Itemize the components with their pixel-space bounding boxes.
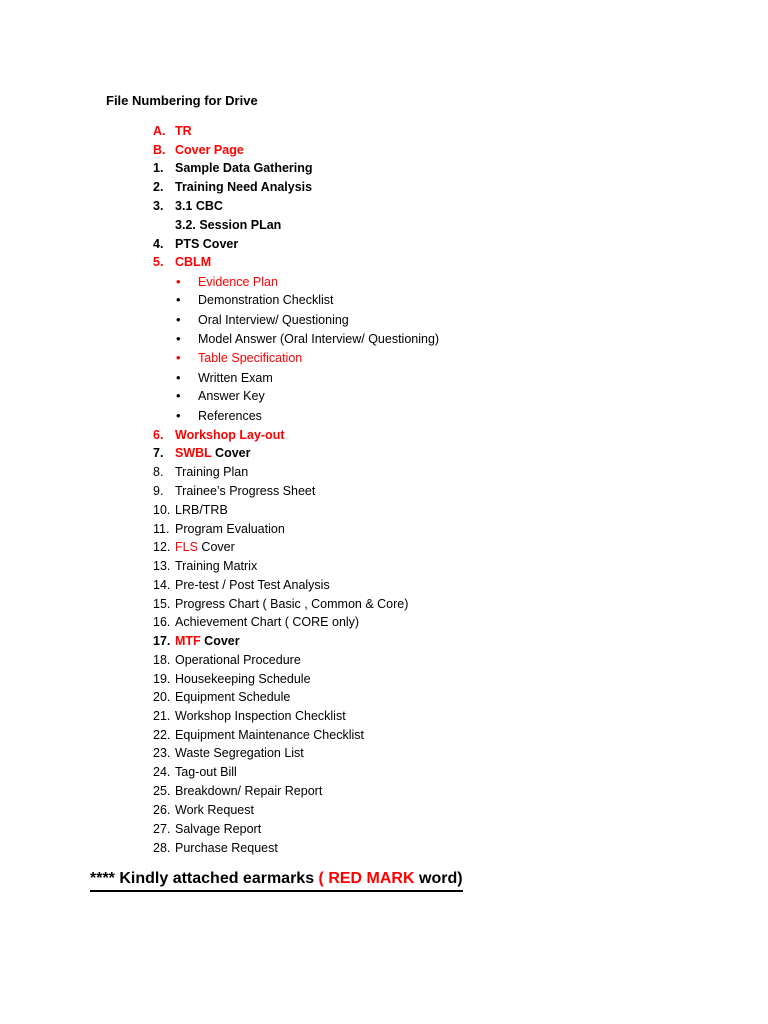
list-item <box>153 463 513 481</box>
list-marker: 13. <box>153 559 171 573</box>
bullet-item <box>176 330 516 348</box>
list-marker: 11. <box>153 522 170 536</box>
list-text: 3.2. Session PLan <box>175 218 282 232</box>
list-marker: 21. <box>153 709 171 723</box>
list-text: Work Request <box>175 803 254 817</box>
list-item <box>153 141 453 159</box>
list-item <box>153 253 453 271</box>
list-text: LRB/TRB <box>175 503 228 517</box>
bullet-item <box>176 407 516 425</box>
list-text: Salvage Report <box>175 822 262 836</box>
red-mark-text: FLS <box>175 540 198 554</box>
list-item <box>153 216 453 234</box>
list-marker: A. <box>153 124 166 138</box>
bullet-item <box>176 387 516 405</box>
list-item <box>153 632 513 650</box>
list-marker: 19. <box>153 672 171 686</box>
list-text: PTS Cover <box>175 237 239 251</box>
list-marker: B. <box>153 143 166 157</box>
list-marker: 12. <box>153 540 171 554</box>
list-marker: 20. <box>153 690 171 704</box>
bullet-icon: • <box>176 292 181 307</box>
list-text: Sample Data Gathering <box>175 161 313 175</box>
list-item <box>153 482 513 500</box>
list-item <box>153 426 513 444</box>
list-text: Training Matrix <box>175 559 258 573</box>
list-item <box>153 122 453 140</box>
list-item <box>153 520 513 538</box>
list-text: Progress Chart ( Basic , Common & Core) <box>175 597 409 611</box>
list-marker: 23. <box>153 746 171 760</box>
red-mark-text: MTF <box>175 634 201 648</box>
list-text: Equipment Schedule <box>175 690 291 704</box>
earmark-note-red: ( RED MARK <box>318 870 415 887</box>
bullet-item <box>176 311 516 329</box>
list-marker: 1. <box>153 161 164 175</box>
list-marker: 9. <box>153 484 164 498</box>
list-item <box>153 726 513 744</box>
list-marker: 27. <box>153 822 171 836</box>
list-item <box>153 688 513 706</box>
list-marker: 18. <box>153 653 171 667</box>
bullet-text: Oral Interview/ Questioning <box>198 313 349 327</box>
earmark-note <box>90 869 463 892</box>
list-marker: 25. <box>153 784 171 798</box>
list-marker: 6. <box>153 428 164 442</box>
list-item <box>153 744 513 762</box>
bullet-icon: • <box>176 370 181 385</box>
list-marker: 16. <box>153 615 171 629</box>
bullet-item <box>176 273 516 291</box>
list-text: Cover <box>211 446 251 460</box>
list-item <box>153 613 513 631</box>
bullet-text: References <box>198 409 262 423</box>
bullet-icon: • <box>176 312 181 327</box>
list-item <box>153 763 513 781</box>
list-item <box>153 782 513 800</box>
bullet-text: Evidence Plan <box>198 275 278 289</box>
bullet-text: Answer Key <box>198 389 265 403</box>
list-text: Trainee’s Progress Sheet <box>175 484 316 498</box>
bullet-text: Table Specification <box>198 351 303 365</box>
list-item <box>153 651 513 669</box>
bullet-icon: • <box>176 408 181 423</box>
list-marker: 15. <box>153 597 171 611</box>
list-text: Achievement Chart ( CORE only) <box>175 615 360 629</box>
list-marker: 5. <box>153 255 164 269</box>
list-text: Breakdown/ Repair Report <box>175 784 323 798</box>
list-marker: 22. <box>153 728 171 742</box>
list-item <box>153 557 513 575</box>
list-marker: 2. <box>153 180 164 194</box>
bullet-item <box>176 369 516 387</box>
list-text: Pre-test / Post Test Analysis <box>175 578 330 592</box>
list-text: Cover <box>200 634 240 648</box>
earmark-note-suffix: word) <box>414 870 463 887</box>
list-item <box>153 538 513 556</box>
list-text: Cover Page <box>175 143 244 157</box>
list-marker: 8. <box>153 465 164 479</box>
bullet-item <box>176 291 516 309</box>
earmark-note-prefix: **** Kindly attached earmarks <box>90 870 319 887</box>
bullet-icon: • <box>176 388 181 403</box>
list-text: Training Plan <box>175 465 249 479</box>
list-marker: 7. <box>153 446 164 460</box>
list-text: Equipment Maintenance Checklist <box>175 728 364 742</box>
list-marker: 3. <box>153 199 164 213</box>
list-text: Cover <box>197 540 235 554</box>
list-text: Training Need Analysis <box>175 180 313 194</box>
list-item <box>153 707 513 725</box>
bullet-text: Demonstration Checklist <box>198 293 334 307</box>
list-item <box>153 670 513 688</box>
list-text: Purchase Request <box>175 841 278 855</box>
list-marker: 24. <box>153 765 171 779</box>
list-item <box>153 178 453 196</box>
list-text: Operational Procedure <box>175 653 301 667</box>
bullet-icon: • <box>176 274 181 289</box>
list-marker: 17. <box>153 634 171 648</box>
list-item <box>153 595 513 613</box>
list-text: CBLM <box>175 255 212 269</box>
list-item <box>153 801 513 819</box>
list-item <box>153 820 513 838</box>
list-item <box>153 839 513 857</box>
red-mark-text: SWBL <box>175 446 212 460</box>
list-marker: 10. <box>153 503 171 517</box>
list-text: Waste Segregation List <box>175 746 304 760</box>
list-marker: 26. <box>153 803 171 817</box>
list-marker: 4. <box>153 237 164 251</box>
list-marker: 14. <box>153 578 171 592</box>
page-title: File Numbering for Drive <box>106 93 258 108</box>
bullet-icon: • <box>176 350 181 365</box>
list-text: TR <box>175 124 192 138</box>
list-text: Tag-out Bill <box>175 765 237 779</box>
list-text: Workshop Lay-out <box>175 428 285 442</box>
list-text: Housekeeping Schedule <box>175 672 311 686</box>
list-text: Program Evaluation <box>175 522 285 536</box>
list-text: 3.1 CBC <box>175 199 223 213</box>
bullet-icon: • <box>176 331 181 346</box>
list-item <box>153 444 513 462</box>
list-item <box>153 197 453 215</box>
bullet-text: Written Exam <box>198 371 273 385</box>
list-item <box>153 576 513 594</box>
bullet-item <box>176 349 516 367</box>
list-text: Workshop Inspection Checklist <box>175 709 346 723</box>
list-item <box>153 235 453 253</box>
list-item <box>153 159 453 177</box>
bullet-text: Model Answer (Oral Interview/ Questioning) <box>198 332 440 346</box>
list-marker: 28. <box>153 841 171 855</box>
list-item <box>153 501 513 519</box>
